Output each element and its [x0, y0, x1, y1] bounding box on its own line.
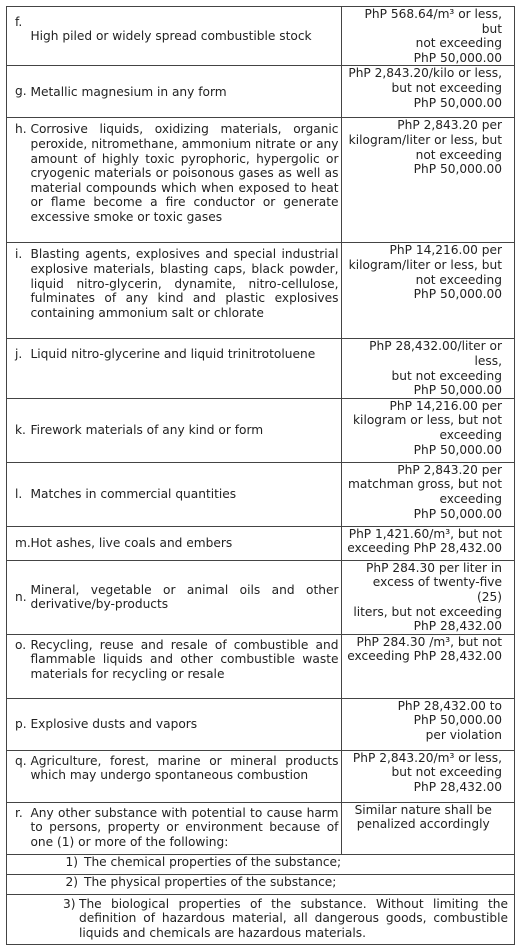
row-description: Liquid nitro-glycerine and liquid trinitrotoluene	[26, 339, 342, 398]
row-description: Matches in commercial quantities	[26, 462, 342, 526]
row-letter: k.	[7, 398, 27, 462]
table-row	[7, 560, 515, 634]
row-description: Firework materials of any kind or form	[26, 398, 342, 462]
subitem	[7, 894, 515, 944]
subitem-number: 3)	[63, 896, 76, 911]
row-penalty: PhP 2,843.20/m³ or less, but not exceeding PhP 28,432.00	[342, 750, 515, 802]
row-description: Agriculture, forest, marine or mineral products which may undergo spontaneous combustion	[26, 750, 342, 802]
row-description: Corrosive liquids, oxidizing materials, organic peroxide, nitromethane, ammonium nitrate or any amount of highly toxic pyrophoric, hypergolic or cryogenic materials or poisonous gases as well as material compounds which when exposed to heat or flame become a fire conductor or generate excessive smoke or toxic gases	[26, 118, 342, 243]
row-penalty: PhP 2,843.20/kilo or less, but not exceeding PhP 50,000.00	[342, 66, 515, 118]
row-letter: m.	[7, 526, 27, 560]
table-row	[7, 66, 515, 118]
row-letter: o.	[7, 634, 27, 698]
table-row	[7, 462, 515, 526]
row-penalty: PhP 568.64/m³ or less, but not exceeding PhP 50,000.00	[342, 7, 515, 66]
table-row	[7, 698, 515, 750]
row-penalty: PhP 284.30 /m³, but not exceeding PhP 28,432.00	[342, 634, 515, 698]
row-description: Any other substance with potential to cause harm to persons, property or environment because of one (1) or more of the following:	[26, 802, 342, 854]
row-description: Blasting agents, explosives and special industrial explosive materials, blasting caps, black powder, liquid nitro-glycerin, dynamite, nitro-cellulose, fulminates of any kind and plastic explosives containing ammonium salt or chlorate	[26, 243, 342, 339]
subitem-row	[7, 894, 515, 944]
table-row	[7, 634, 515, 698]
row-penalty: PhP 1,421.60/m³, but not exceeding PhP 28,432.00	[342, 526, 515, 560]
table-row	[7, 802, 515, 854]
row-penalty: PhP 2,843.20 per kilogram/liter or less, but not exceeding PhP 50,000.00	[342, 118, 515, 243]
subitem-text: The biological properties of the substance. Without limiting the definition of hazardous material, all dangerous goods, combustible liquids and chemicals are hazardous materials.	[79, 896, 508, 940]
subitem-row	[7, 874, 515, 894]
row-letter: r.	[7, 802, 27, 854]
row-letter: g.	[7, 66, 27, 118]
row-penalty: PhP 14,216.00 per kilogram or less, but not exceeding PhP 50,000.00	[342, 398, 515, 462]
row-letter: h.	[7, 118, 27, 243]
row-letter: p.	[7, 698, 27, 750]
subitem-number: 1)	[65, 854, 78, 869]
subitem-row	[7, 854, 515, 874]
row-letter: j.	[7, 339, 27, 398]
row-description: Explosive dusts and vapors	[26, 698, 342, 750]
row-letter: n.	[7, 560, 27, 634]
row-description: Mineral, vegetable or animal oils and other derivative/by-products	[26, 560, 342, 634]
table-row	[7, 750, 515, 802]
table-row	[7, 7, 515, 66]
row-letter: i.	[7, 243, 27, 339]
subitem-text: The physical properties of the substance;	[84, 874, 337, 889]
table-row	[7, 398, 515, 462]
row-penalty: Similar nature shall be penalized accordingly	[342, 802, 515, 854]
subitem	[7, 874, 515, 894]
subitem-text: The chemical properties of the substance;	[84, 854, 342, 869]
row-penalty: PhP 28,432.00 to PhP 50,000.00 per violation	[342, 698, 515, 750]
table-row	[7, 243, 515, 339]
table-row	[7, 526, 515, 560]
table-row	[7, 118, 515, 243]
subitem	[7, 854, 515, 874]
row-letter: q.	[7, 750, 27, 802]
row-penalty: PhP 28,432.00/liter or less, but not exceeding PhP 50,000.00	[342, 339, 515, 398]
row-description: Recycling, reuse and resale of combustible and flammable liquids and other combustible waste materials for recycling or resale	[26, 634, 342, 698]
row-description: Metallic magnesium in any form	[26, 66, 342, 118]
row-description: Hot ashes, live coals and embers	[26, 526, 342, 560]
row-description: High piled or widely spread combustible stock	[26, 7, 342, 66]
hazardous-materials-penalty-table	[6, 6, 515, 945]
row-penalty: PhP 14,216.00 per kilogram/liter or less, but not exceeding PhP 50,000.00	[342, 243, 515, 339]
row-letter: f.	[7, 7, 27, 66]
table-row	[7, 339, 515, 398]
row-penalty: PhP 2,843.20 per matchman gross, but not exceeding PhP 50,000.00	[342, 462, 515, 526]
subitem-number: 2)	[65, 874, 78, 889]
row-letter: l.	[7, 462, 27, 526]
row-penalty: PhP 284.30 per liter in excess of twenty-five (25) liters, but not exceeding PhP 28,432.00	[342, 560, 515, 634]
